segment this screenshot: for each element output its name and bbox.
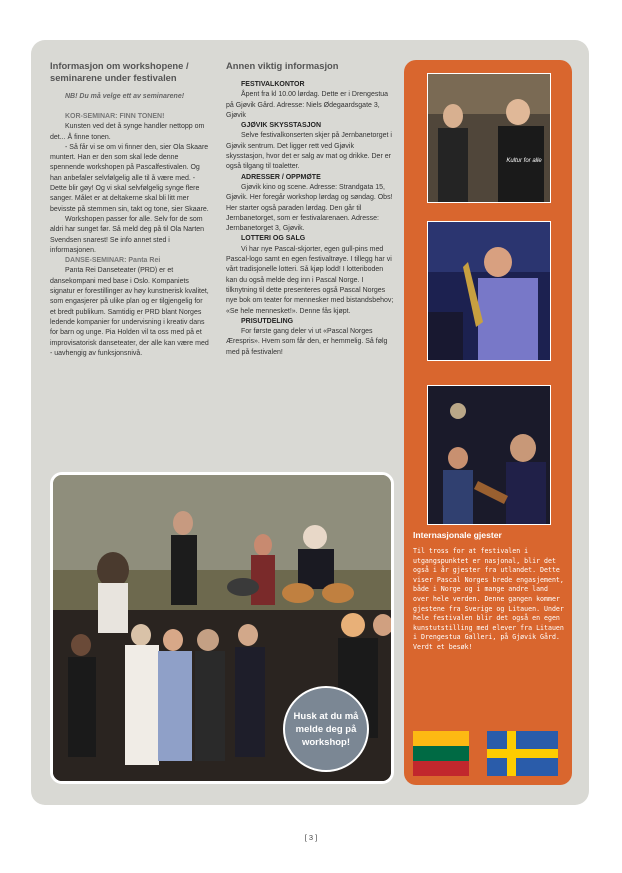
kor-paragraph-2: - Så får vi se om vi finner den, sier Ola Skaare muntert. Han er den som skal lede denne spennende workshopen på Pascalfestivalen. Og han anbefaler selvfølgelig alle til å være med. - Dette blir gøy! Og vi skal selvfølgelig synge flere sanger. Målet er at deltakerne skal bli litt mer bevisste på stemmen sin, takt og tone, sier Skaare. [50,143,209,213]
section-title: PRISUTDELING [241,317,294,325]
info-heading: Annen viktig informasjon [226,60,339,71]
kor-paragraph-1: Kunsten ved det å synge handler nettopp om det... Å finne tonen. [50,123,205,141]
info-column [226,60,394,358]
workshop-note: NB! Du må velge ett av seminarene! [65,93,185,100]
danse-paragraph: Panta Rei Danseteater (PRD) er et dansekompani med base i Oslo. Kompaniets signatur er forestillinger av høy kunstnerisk kvalitet, som engasjerer på ulike plan og er tilgjengelig for et bredt publikum. Samtidig er PRD blant Norges ledende kompanier for undervisning i kreativ dans for barn og unge. Pia Holden vil ta oss med på et improvisatorisk danseteater, der alle kan være med - uavhengig av funksjonsnivå. [50,267,209,357]
section-body: Åpent fra kl 10.00 lørdag. Dette er i Drengestua på Gjøvik Gård. Adresse: Niels Ødegaardsgate 3, Gjøvik [226,91,389,119]
lithuania-flag-icon [413,731,469,776]
workshop-heading: Informasjon om workshopene / seminarene under festivalen [50,60,189,83]
international-heading: Internasjonale gjester [413,530,502,540]
section-title: LOTTERI OG SALG [241,235,306,243]
section-title: FESTIVALKONTOR [241,81,305,88]
section-body: Selve festivalkonserten skjer på Jernbanetorget i Gjøvik sentrum. Det ligger rett ved Gjøvik skysstasjon, hvor det er salg av mat og drikke. Der er også tilgang til toaletter. [226,132,392,171]
sidebar-overlay [404,60,572,785]
badge-text: Husk at du må melde deg på workshop! [293,710,359,748]
workshop-reminder-badge [283,686,369,772]
danse-title: DANSE-SEMINAR: Panta Rei [65,257,161,265]
section-body: Vi har nye Pascal-skjorter, egen gull-pins med Pascal-logo samt en egen festivaltrøye. I tillegg har vi vårt tradisjonelle lotteri. Så kjøp lodd! I lotteriboden kan du også melde deg inn i Pascal Norge. I tilknytning til dette presenteres også Pascal Norges nye bok om teater for mennesker med bistandsbehov; «Se hele mennesket!». Denne fås kjøpt. [226,245,394,315]
kor-paragraph-3: Workshopen passer for alle. Selv for de som aldri har sunget før. Så meld deg på til Ola Narten Svendsen snarest! Se info annet sted i informasjonen. [50,215,205,254]
section-body: For første gang deler vi ut «Pascal Norges Ærespris». Hvem som får den, er hemmelig. Så følg med på festivalen! [226,328,388,356]
section-body: Gjøvik kino og scene. Adresse: Strandgata 15, Gjøvik. Her foregår workshop lørdag og søndag. Obs! Her starter også paraden lørdag. Den går til Jernbanetorget, som er festivalarenaen. Adresse: Jernbanetorget 3, Gjøvik. [226,183,393,233]
sweden-flag-icon [487,731,558,776]
workshop-column [50,60,210,359]
section-title: GJØVIK SKYSSTASJON [241,122,322,130]
international-text: Til tross for at festivalen i utgangspunktet er nasjonal, blir det også i år gjester fra utlandet. Dette viser Pascal Norges brede engasjement, både i Norge og i mange andre land over hele verden. Denne gangen kommer gjestene fra Sverige og Litauen. Under hele festivalen blir det også en egen kunstutstilling med elever fra Litauen i Drengestua Galleri, på Gjøvik Gård. Verdt et besøk! [413,547,564,651]
kor-title: KOR-SEMINAR: FINN TONEN! [65,113,165,120]
shirt-print: Kultur for alle [506,158,542,164]
section-title: ADRESSER / OPPMØTE [241,173,321,181]
page-number: [ 3 ] [304,833,318,842]
